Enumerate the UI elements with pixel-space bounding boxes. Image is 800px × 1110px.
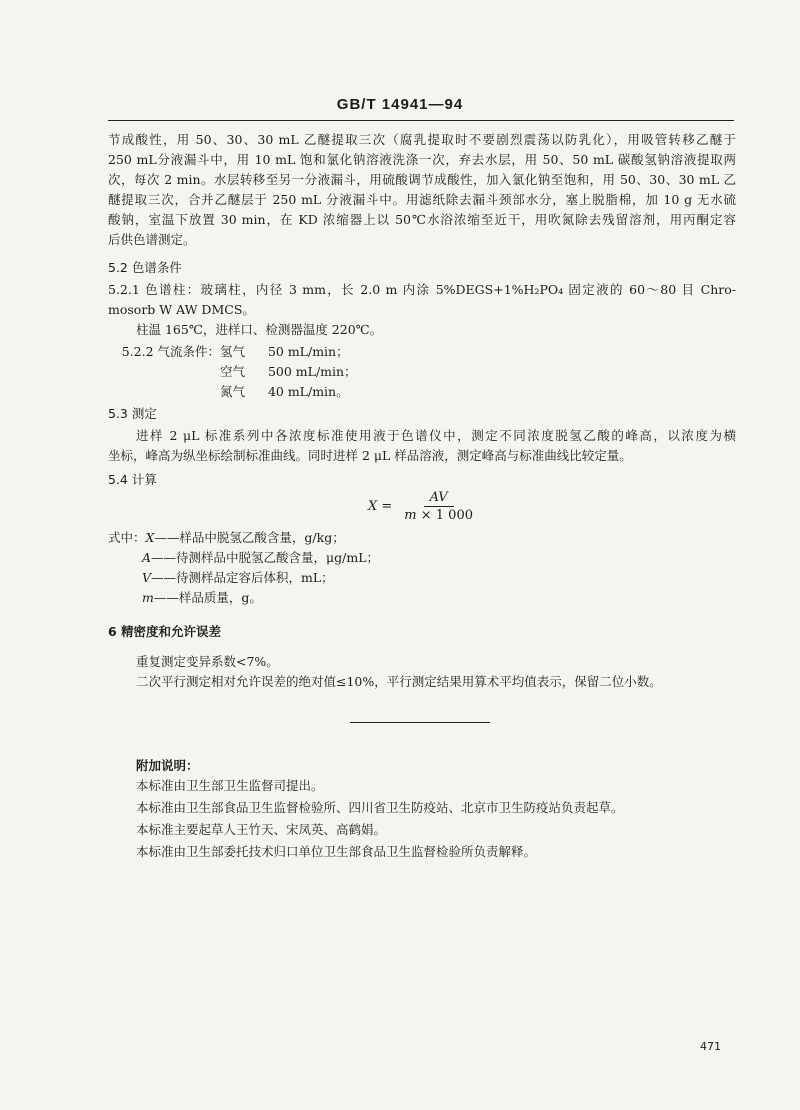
paragraph-line: 后供色谱测定。 — [108, 232, 196, 247]
formula-denominator: m × 1 000 — [404, 507, 473, 523]
gas-name: 氮气 — [220, 384, 246, 399]
variable-symbol: V — [142, 570, 152, 585]
variable-symbol: m — [142, 590, 154, 605]
paragraph-line: 重复测定变异系数<7%。 — [136, 654, 279, 669]
gas-flow-label: 5.2.2 气流条件： — [121, 344, 220, 359]
paragraph-line: 醚提取三次，合并乙醚层于 250 mL 分液漏斗中。用滤纸除去漏斗颈部水分，塞上脱脂棉，加 10 g 无水硫 — [108, 192, 736, 207]
gas-flow-value: 500 mL/min； — [267, 364, 357, 379]
paragraph-line: 250 mL分液漏斗中，用 10 mL 饱和氯化钠溶液洗涤一次，弃去水层，用 50、50 mL 碳酸氢钠溶液提取两 — [108, 152, 736, 167]
paragraph-line: 次，每次 2 min。水层转移至另一分液漏斗，用硫酸调节成酸性，加入氯化钠至饱和，用 50、30、30 mL 乙 — [108, 172, 736, 187]
paragraph-line: 二次平行测定相对允许误差的绝对值≤10%，平行测定结果用算术平均值表示，保留二位小数。 — [136, 674, 662, 689]
variable-row — [108, 548, 736, 568]
gas-flow-value: 50 mL/min； — [267, 344, 349, 359]
appendix-notes — [108, 756, 736, 864]
appendix-line: 本标准主要起草人王竹天、宋凤英、高鹤娟。 — [136, 822, 387, 837]
standard-code-header: GB/T 14941—94 — [336, 96, 464, 113]
page-number: 471 — [700, 1040, 721, 1053]
appendix-line: 本标准由卫生部卫生监督司提出。 — [136, 778, 324, 793]
column-spec-line: 5.2.1 色谱柱：玻璃柱，内径 3 mm，长 2.0 m 内涂 5%DEGS+1%H₂PO₄ 固定液的 60～80 目 Chro- — [108, 282, 736, 297]
section-5-2-1 — [108, 280, 736, 340]
temperature-line: 柱温 165℃，进样口、检测器温度 220℃。 — [136, 322, 383, 337]
gas-row-nitrogen — [108, 382, 736, 402]
paragraph-line: 进样 2 μL 标准系列中各浓度标准使用液于色谱仪中，测定不同浓度脱氢乙酸的峰高，以浓度为横 — [136, 428, 736, 443]
header-rule — [108, 120, 734, 121]
section-5-4-heading: 5.4 计算 — [108, 472, 157, 487]
variable-description: ——样品中脱氢乙酸含量，g/kg； — [154, 530, 345, 545]
section-5-2-heading: 5.2 色谱条件 — [108, 260, 182, 275]
gas-row-hydrogen — [108, 342, 736, 362]
paragraph-line: 节成酸性，用 50、30、30 mL 乙醚提取三次（腐乳提取时不要剧烈震荡以防乳化），用吸管转移乙醚于 — [108, 132, 736, 147]
formula-lhs: X = — [368, 498, 393, 514]
variable-description: ——待测样品定容后体积，mL； — [151, 570, 334, 585]
where-label: 式中： — [108, 530, 146, 545]
gas-name: 氢气 — [220, 344, 246, 359]
section-5-3-heading: 5.3 测定 — [108, 406, 157, 421]
appendix-line: 本标准由卫生部委托技术归口单位卫生部食品卫生监督检验所负责解释。 — [136, 844, 537, 859]
gas-name: 空气 — [220, 364, 246, 379]
column-spec-line: mosorb W AW DMCS。 — [108, 302, 255, 317]
paragraph-line: 酸钠，室温下放置 30 min，在 KD 浓缩器上以 50℃水浴浓缩至近干，用吹氮除去残留溶剂，用丙酮定容 — [108, 212, 736, 227]
appendix-line: 本标准由卫生部食品卫生监督检验所、四川省卫生防疫站、北京市卫生防疫站负责起草。 — [136, 800, 624, 815]
formula-fraction — [398, 489, 479, 524]
section-5-3-body — [108, 426, 736, 466]
variable-description: ——待测样品中脱氢乙酸含量，μg/mL； — [151, 550, 380, 565]
calculation-formula — [368, 488, 479, 524]
formula-numerator: AV — [424, 489, 454, 507]
section-6-body — [108, 652, 736, 692]
end-of-text-rule — [350, 722, 490, 723]
variable-symbol: A — [142, 550, 152, 565]
paragraph-line: 坐标，峰高为纵坐标绘制标准曲线。同时进样 2 μL 样品溶液，测定峰高与标准曲线比较定量。 — [108, 448, 632, 463]
section-6-heading: 6 精密度和允许误差 — [108, 624, 222, 639]
variable-symbol: X — [145, 530, 155, 545]
section-5-2-2-gas-flow — [108, 342, 736, 402]
appendix-heading: 附加说明： — [136, 758, 199, 773]
section-5-1-continuation — [108, 130, 736, 250]
formula-variable-list — [108, 528, 736, 608]
variable-row — [108, 568, 736, 588]
gas-flow-value: 40 mL/min。 — [267, 384, 349, 399]
variable-row — [108, 528, 736, 548]
variable-row — [108, 588, 736, 608]
gas-row-air — [108, 362, 736, 382]
variable-description: ——样品质量，g。 — [153, 590, 262, 605]
